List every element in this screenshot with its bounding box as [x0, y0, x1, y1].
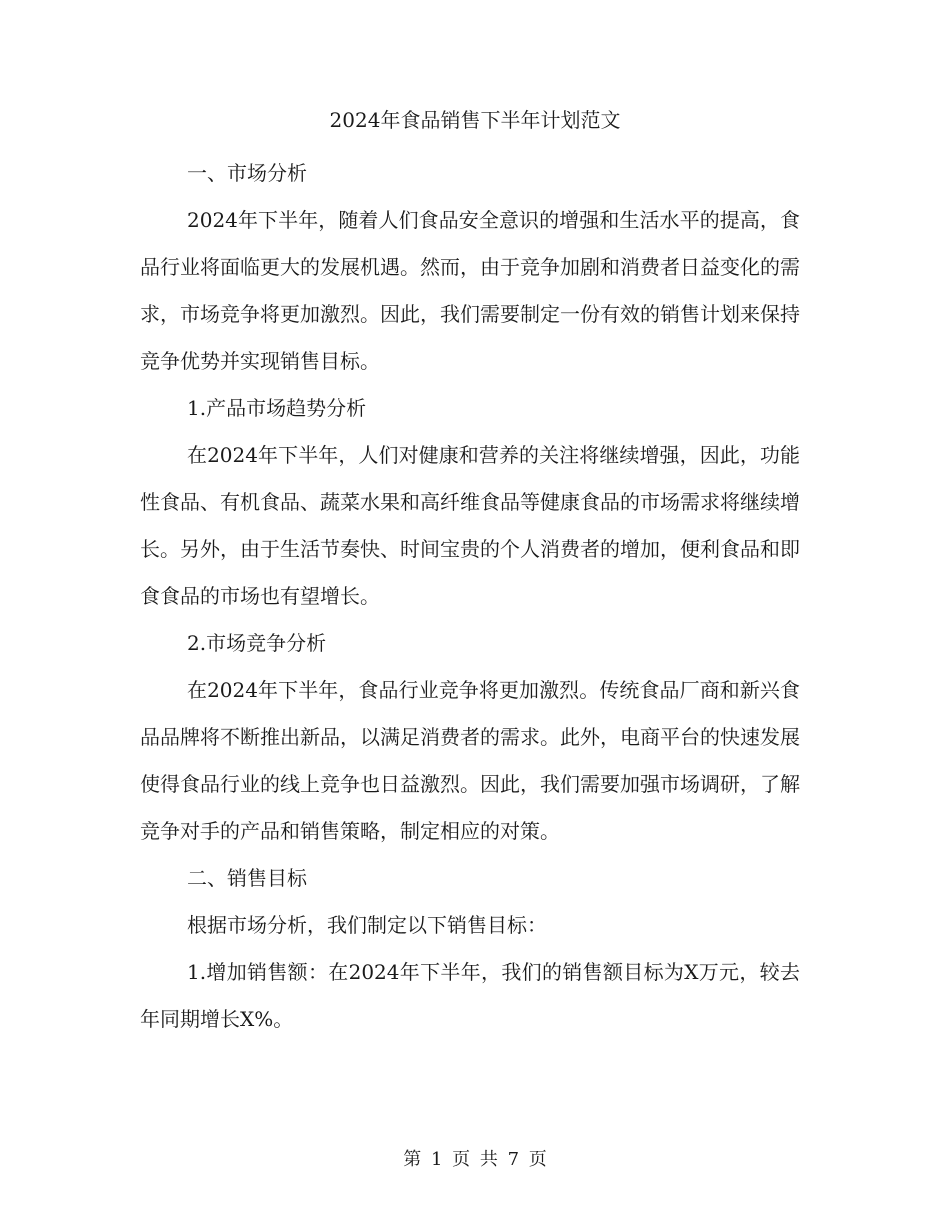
paragraph-market-intro: 2024年下半年，随着人们食品安全意识的增强和生活水平的提高，食品行业将面临更大的发展机遇。然而，由于竞争加剧和消费者日益变化的需求，市场竞争将更加激烈。因此，我们需要制定一份有效的销售计划来保持竞争优势并实现销售目标。: [140, 208, 800, 373]
page-footer: 第 1 页 共 7 页: [403, 1149, 547, 1170]
paragraph-competition: 在2024年下半年，食品行业竞争将更加激烈。传统食品厂商和新兴食品品牌将不断推出新品，以满足消费者的需求。此外，电商平台的快速发展使得食品行业的线上竞争也日益激烈。因此，我们需要加强市场调研，了解竞争对手的产品和销售策略，制定相应的对策。: [140, 678, 800, 843]
document-title: 2024年食品销售下半年计划范文: [329, 108, 621, 132]
paragraph-target-revenue: 1.增加销售额：在2024年下半年，我们的销售额目标为X万元，较去年同期增长X%。: [140, 960, 800, 1031]
document-body: [140, 150, 800, 1043]
paragraph-product-trend: 在2024年下半年，人们对健康和营养的关注将继续增强，因此，功能性食品、有机食品、蔬菜水果和高纤维食品等健康食品的市场需求将继续增长。另外，由于生活节奏快、时间宝贵的个人消费者的增加，便利食品和即食食品的市场也有望增长。: [140, 443, 800, 608]
section-heading-market-analysis: 一、市场分析: [187, 161, 307, 185]
subheading-competition: 2.市场竞争分析: [187, 631, 327, 655]
subheading-product-trend: 1.产品市场趋势分析: [187, 396, 367, 420]
section-heading-sales-targets: 二、销售目标: [187, 866, 307, 890]
paragraph-targets-intro: 根据市场分析，我们制定以下销售目标：: [187, 913, 547, 937]
